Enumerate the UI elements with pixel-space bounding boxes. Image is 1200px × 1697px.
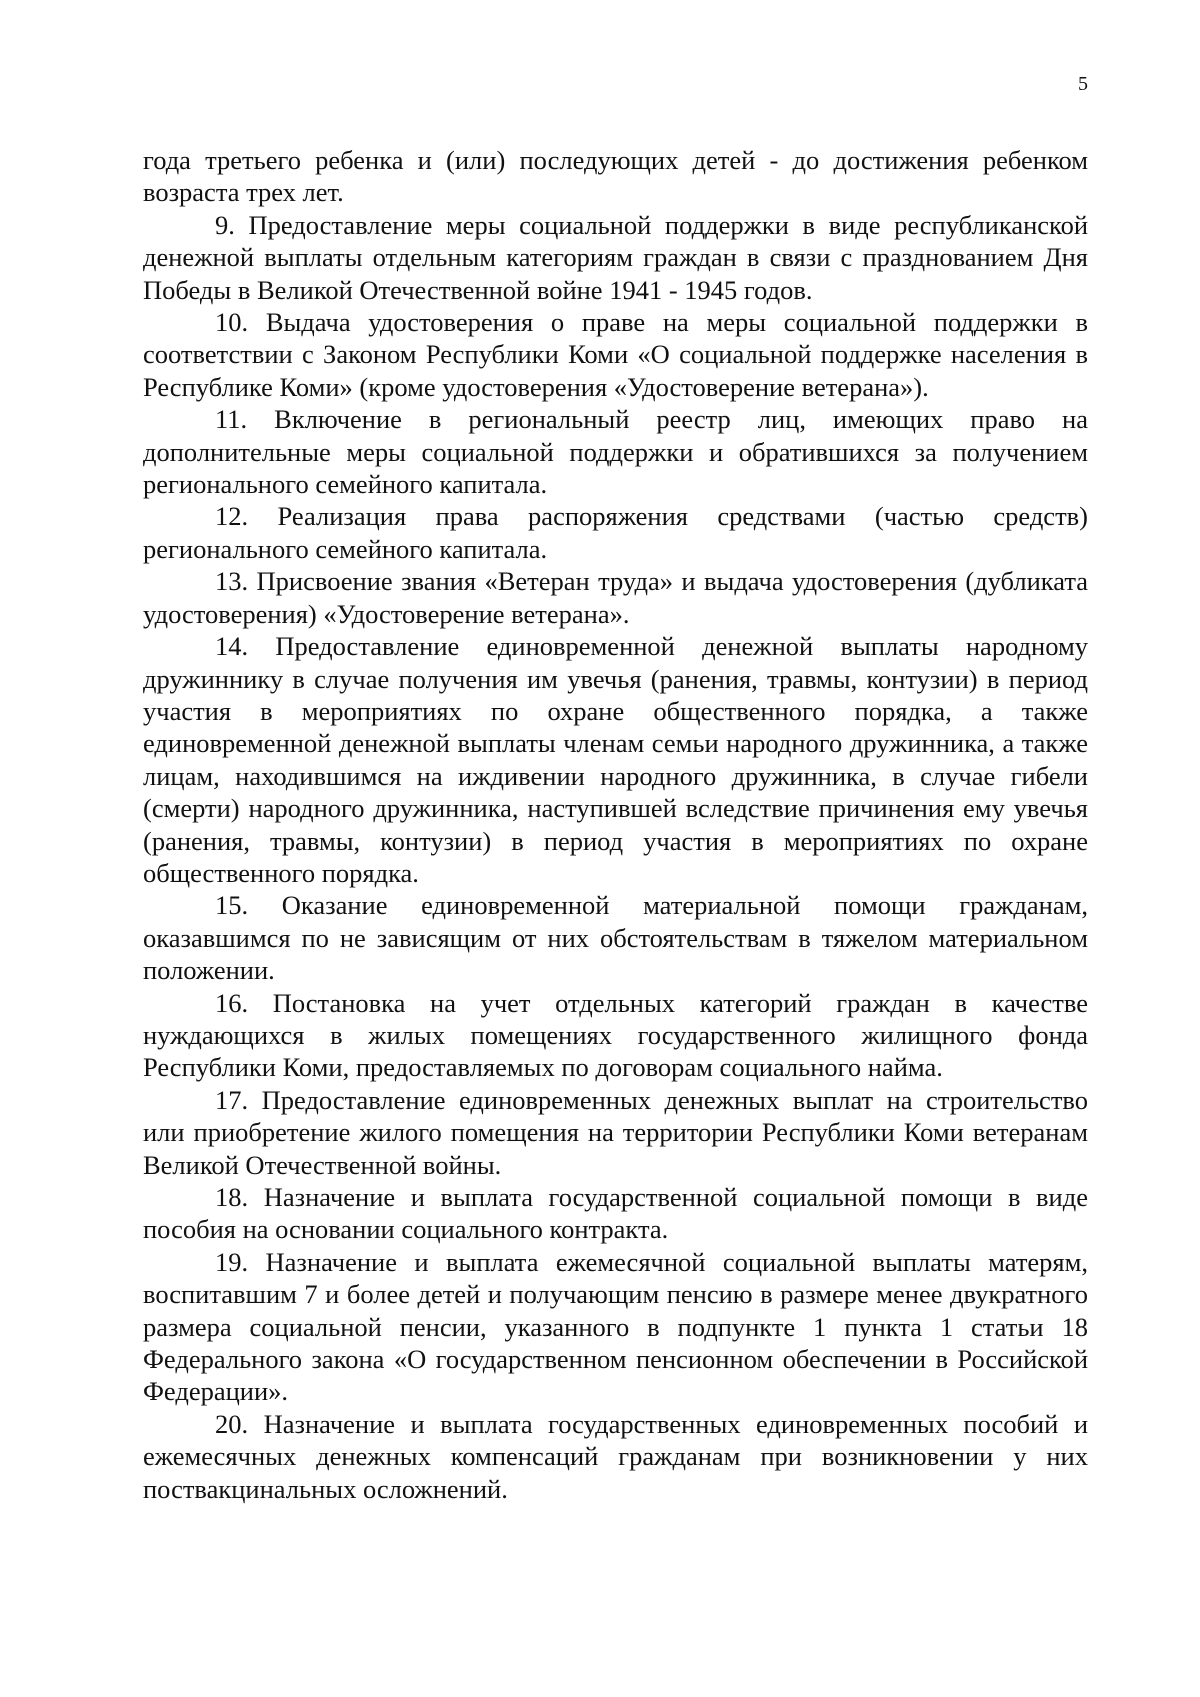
list-item-20: 20. Назначение и выплата государственных единовременных пособий и ежемесячных денежных компенсаций гражданам при возникновении у них поствакцинальных осложнений. <box>143 1408 1088 1504</box>
list-item-12: 12. Реализация права распоряжения средствами (частью средств) регионального семейного капитала. <box>143 501 1088 564</box>
list-item-10: 10. Выдача удостоверения о праве на меры социальной поддержки в соответствии с Законом Республики Коми «О социальной поддержке населения в Республике Коми» (кроме удостоверения «Удостоверение ветерана»). <box>143 307 1088 402</box>
document-body <box>143 144 1088 1505</box>
list-item-11: 11. Включение в региональный реестр лиц, имеющих право на дополнительные меры социальной поддержки и обратившихся за получением регионального семейного капитала. <box>143 404 1088 500</box>
list-item-15: 15. Оказание единовременной материальной помощи гражданам, оказавшимся по не зависящим от них обстоятельствам в тяжелом материальном положении. <box>143 890 1088 986</box>
list-item-9: 9. Предоставление меры социальной поддержки в виде республиканской денежной выплаты отдельным категориям граждан в связи с празднованием Дня Победы в Великой Отечественной войне 1941 - 1945 годов. <box>143 209 1088 305</box>
list-item-19: 19. Назначение и выплата ежемесячной социальной выплаты матерям, воспитавшим 7 и более детей и получающим пенсию в размере менее двукратного размера социальной пенсии, указанного в подпункте 1 пункта 1 статьи 18 Федерального закона «О государственном пенсионном обеспечении в Российской Федерации». <box>143 1246 1088 1407</box>
list-item-13: 13. Присвоение звания «Ветеран труда» и выдача удостоверения (дубликата удостоверения) «Удостоверение ветерана». <box>143 566 1088 629</box>
list-item-18: 18. Назначение и выплата государственной социальной помощи в виде пособия на основании социального контракта. <box>143 1182 1088 1245</box>
list-item-14: 14. Предоставление единовременной денежной выплаты народному дружиннику в случае получения им увечья (ранения, травмы, контузии) в период участия в мероприятиях по охране общественного порядка, а также единовременной денежной выплаты членам семьи народного дружинника, а также лицам, находившимся на иждивении народного дружинника, в случае гибели (смерти) народного дружинника, наступившей вследствие причинения ему увечья (ранения, травмы, контузии) в период участия в мероприятиях по охране общественного порядка. <box>143 631 1088 888</box>
list-item-16: 16. Постановка на учет отдельных категорий граждан в качестве нуждающихся в жилых помещениях государственного жилищного фонда Республики Коми, предоставляемых по договорам социального найма. <box>143 987 1088 1083</box>
list-item-17: 17. Предоставление единовременных денежных выплат на строительство или приобретение жилого помещения на территории Республики Коми ветеранам Великой Отечественной войны. <box>143 1084 1088 1180</box>
page-number: 5 <box>1078 73 1088 95</box>
paragraph-continuation: года третьего ребенка и (или) последующих детей - до достижения ребенком возраста трех лет. <box>143 145 1088 208</box>
